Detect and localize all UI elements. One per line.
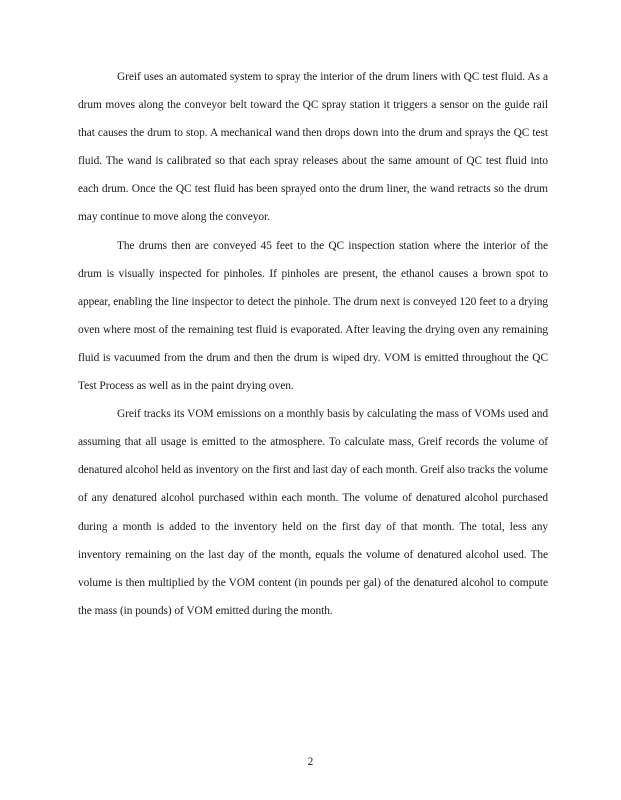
- page-number: 2: [307, 756, 314, 768]
- body-text: [78, 63, 548, 625]
- paragraph-inspection: The drums then are conveyed 45 feet to the QC inspection station where the interior of the drum is visually inspected for pinholes. If pinholes are present, the ethanol causes a brown spot to appear, enabling the line inspector to detect the pinhole. The drum next is conveyed 120 feet to a drying oven where most of the remaining test fluid is evaporated. After leaving the drying oven any remaining fluid is vacuumed from the drum and then the drum is wiped dry. VOM is emitted throughout the QC Test Process as well as in the paint drying oven.: [78, 239, 548, 393]
- paragraph-vom-tracking: Greif tracks its VOM emissions on a monthly basis by calculating the mass of VOMs used and assuming that all usage is emitted to the atmosphere. To calculate mass, Greif records the volume of denatured alcohol held as inventory on the first and last day of each month. Greif also tracks the volume of any denatured alcohol purchased within each month. The volume of denatured alcohol purchased during a month is added to the inventory held on the first day of that month. The total, less any inventory remaining on the last day of the month, equals the volume of denatured alcohol used. The volume is then multiplied by the VOM content (in pounds per gal) of the denatured alcohol to compute the mass (in pounds) of VOM emitted during the month.: [78, 408, 548, 617]
- paragraph-spray-system: Greif uses an automated system to spray the interior of the drum liners with QC test fluid. As a drum moves along the conveyor belt toward the QC spray station it triggers a sensor on the guide rail that causes the drum to stop. A mechanical wand then drops down into the drum and sprays the QC test fluid. The wand is calibrated so that each spray releases about the same amount of QC test fluid into each drum. Once the QC test fluid has been sprayed onto the drum liner, the wand retracts so the drum may continue to move along the conveyor.: [78, 71, 548, 224]
